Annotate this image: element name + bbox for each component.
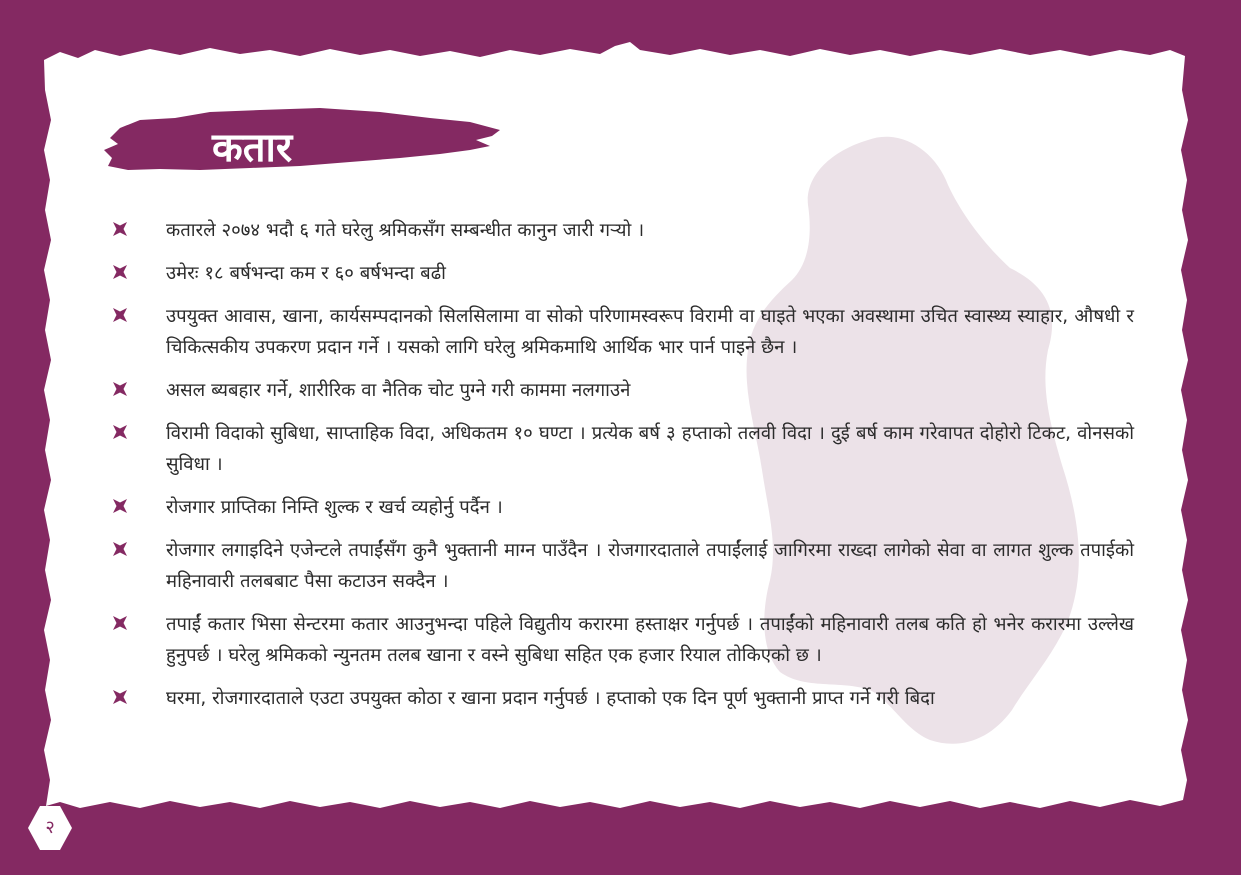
list-item — [112, 215, 1134, 246]
star-bullet-icon — [112, 541, 128, 557]
list-item-text: रोजगार लगाइदिने एजेन्टले तपाईंसँग कुनै भुक्तानी माग्न पाउँदैन । रोजगारदाताले तपाईंलाई जागिरमा राख्दा लागेको सेवा वा लागत शुल्क तपाईको महिनावारी तलबबाट पैसा कटाउन सक्दैन । — [166, 540, 1134, 592]
list-item — [112, 683, 1134, 714]
list-item — [112, 492, 1134, 523]
list-item-text: असल ब्यबहार गर्ने, शारीरिक वा नैतिक चोट पुग्ने गरी काममा नलगाउने — [166, 380, 631, 401]
star-bullet-icon — [112, 264, 128, 280]
info-list — [112, 215, 1134, 726]
list-item-text: उमेरः १८ बर्षभन्दा कम र ६० बर्षभन्दा बढी — [166, 263, 446, 284]
list-item-text: उपयुक्त आवास, खाना, कार्यसम्पदानको सिलसिलामा वा सोको परिणामस्वरूप विरामी वा घाइते भएका अवस्थामा उचित स्वास्थ्य स्याहार, औषधी र चिकित्सकीय उपकरण प्रदान गर्ने । यसको लागि घरेलु श्रमिकमाथि आर्थिक भार पार्न पाइने छैन । — [166, 306, 1134, 358]
page-number: २ — [45, 817, 55, 838]
star-bullet-icon — [112, 424, 128, 440]
star-bullet-icon — [112, 498, 128, 514]
list-item-text: घरमा, रोजगारदाताले एउटा उपयुक्त कोठा र खाना प्रदान गर्नुपर्छ । हप्ताको एक दिन पूर्ण भुक्तानी प्राप्त गर्ने गरी बिदा — [166, 688, 935, 709]
star-bullet-icon — [112, 615, 128, 631]
list-item-text: तपाईं कतार भिसा सेन्टरमा कतार आउनुभन्दा पहिले विद्युतीय करारमा हस्ताक्षर गर्नुपर्छ । तपाईंको महिनावारी तलब कति हो भनेर करारमा उल्लेख हुनुपर्छ । घरेलु श्रमिकको न्युनतम तलब खाना र वस्ने सुबिधा सहित एक हजार रियाल तोकिएको छ । — [166, 614, 1134, 666]
list-item — [112, 258, 1134, 289]
list-item — [112, 418, 1134, 480]
list-item — [112, 535, 1134, 597]
list-item — [112, 375, 1134, 406]
star-bullet-icon — [112, 307, 128, 323]
star-bullet-icon — [112, 221, 128, 237]
list-item-text: रोजगार प्राप्तिका निम्ति शुल्क र खर्च व्यहोर्नु पर्दैन । — [166, 497, 503, 518]
star-bullet-icon — [112, 689, 128, 705]
star-bullet-icon — [112, 381, 128, 397]
list-item-text: कतारले २०७४ भदौ ६ गते घरेलु श्रमिकसँग सम्बन्धीत कानुन जारी गऱ्यो । — [166, 220, 645, 241]
list-item-text: विरामी विदाको सुबिधा, साप्ताहिक विदा, अधिकतम १० घण्टा । प्रत्येक बर्ष ३ हप्ताको तलवी विदा । दुई बर्ष काम गरेवापत दोहोरो टिकट, वोनसको सुविधा । — [166, 423, 1134, 475]
list-item — [112, 301, 1134, 363]
list-item — [112, 609, 1134, 671]
page-title: कतार — [212, 125, 293, 171]
